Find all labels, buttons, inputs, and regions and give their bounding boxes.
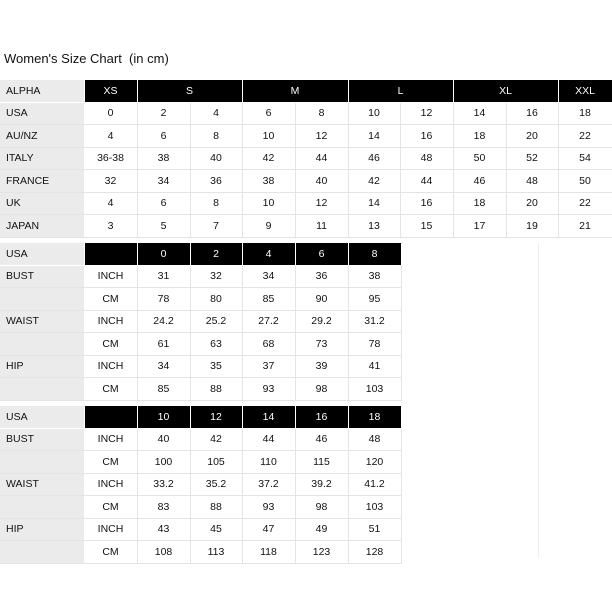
measure-label: HIP — [0, 355, 84, 378]
measure-label: WAIST — [0, 473, 84, 496]
table-cell: 25.2 — [190, 310, 242, 333]
table-cell: 37.2 — [242, 473, 295, 496]
table-cell: 110 — [242, 451, 295, 474]
table-cell: 4 — [190, 102, 242, 125]
size-header: 18 — [348, 406, 401, 428]
measurement-table-large — [0, 406, 402, 564]
table-cell: 44 — [295, 147, 348, 170]
unit-cell: INCH — [84, 428, 137, 451]
table-cell: 15 — [400, 215, 453, 238]
table-row — [0, 451, 401, 474]
row-label: JAPAN — [0, 215, 84, 238]
size-header: 10 — [137, 406, 190, 428]
table-cell: 95 — [348, 288, 401, 311]
table-cell: 46 — [348, 147, 400, 170]
alpha-size-header: M — [242, 80, 348, 102]
unit-cell: CM — [84, 333, 137, 356]
table-cell: 36 — [190, 170, 242, 193]
measure-label — [0, 541, 84, 564]
unit-cell: INCH — [84, 355, 137, 378]
table-cell: 118 — [242, 541, 295, 564]
unit-cell: INCH — [84, 473, 137, 496]
page-title: Women's Size Chart (in cm) — [4, 51, 169, 66]
row-label: UK — [0, 192, 84, 215]
table-cell: 16 — [400, 192, 453, 215]
table-cell: 31 — [137, 265, 190, 288]
size-header: 16 — [295, 406, 348, 428]
table-row — [0, 355, 401, 378]
table-cell: 2 — [137, 102, 190, 125]
table-cell: 11 — [295, 215, 348, 238]
table-cell: 85 — [242, 288, 295, 311]
table-cell: 52 — [506, 147, 558, 170]
table-cell: 42 — [348, 170, 400, 193]
table-cell: 6 — [242, 102, 295, 125]
table-row — [0, 192, 612, 215]
table-cell: 22 — [558, 125, 612, 148]
table-cell: 39 — [295, 355, 348, 378]
table-row — [0, 147, 612, 170]
table-cell: 48 — [348, 428, 401, 451]
table-cell: 10 — [242, 192, 295, 215]
table-cell: 105 — [190, 451, 242, 474]
table-row — [0, 125, 612, 148]
table-cell: 34 — [137, 170, 190, 193]
measure-header-label: USA — [0, 406, 84, 428]
table-cell: 40 — [295, 170, 348, 193]
table-cell: 24.2 — [137, 310, 190, 333]
table-cell: 46 — [453, 170, 506, 193]
size-header: 12 — [190, 406, 242, 428]
table-cell: 88 — [190, 378, 242, 401]
table-cell: 50 — [453, 147, 506, 170]
table-row — [0, 102, 612, 125]
table-cell: 4 — [84, 125, 137, 148]
table-cell: 36-38 — [84, 147, 137, 170]
table-cell: 32 — [190, 265, 242, 288]
table-cell: 108 — [137, 541, 190, 564]
table-cell: 13 — [348, 215, 400, 238]
table-cell: 43 — [137, 518, 190, 541]
table-cell: 90 — [295, 288, 348, 311]
table-cell: 16 — [506, 102, 558, 125]
table-cell: 14 — [348, 192, 400, 215]
measure-label — [0, 496, 84, 519]
table-cell: 100 — [137, 451, 190, 474]
table-cell: 78 — [137, 288, 190, 311]
row-label: FRANCE — [0, 170, 84, 193]
table-cell: 42 — [242, 147, 295, 170]
measure-header-row — [0, 406, 401, 428]
table-cell: 48 — [400, 147, 453, 170]
table-cell: 42 — [190, 428, 242, 451]
table-cell: 61 — [137, 333, 190, 356]
alpha-header-row — [0, 80, 612, 102]
table-cell: 18 — [453, 192, 506, 215]
table-cell: 68 — [242, 333, 295, 356]
unit-cell: CM — [84, 288, 137, 311]
table-cell: 113 — [190, 541, 242, 564]
table-cell: 93 — [242, 496, 295, 519]
table-cell: 54 — [558, 147, 612, 170]
table-cell: 5 — [137, 215, 190, 238]
header-spacer — [84, 406, 137, 428]
table-cell: 27.2 — [242, 310, 295, 333]
table-cell: 10 — [242, 125, 295, 148]
table-cell: 40 — [137, 428, 190, 451]
table-cell: 18 — [453, 125, 506, 148]
alpha-size-header: XS — [84, 80, 137, 102]
measure-header-label: USA — [0, 243, 84, 265]
table-cell: 98 — [295, 378, 348, 401]
table-cell: 38 — [348, 265, 401, 288]
table-cell: 103 — [348, 496, 401, 519]
table-cell: 22 — [558, 192, 612, 215]
table-cell: 103 — [348, 378, 401, 401]
table-cell: 48 — [506, 170, 558, 193]
table-row — [0, 310, 401, 333]
table-cell: 33.2 — [137, 473, 190, 496]
table-cell: 47 — [242, 518, 295, 541]
table-cell: 6 — [137, 125, 190, 148]
table-cell: 49 — [295, 518, 348, 541]
table-cell: 12 — [295, 125, 348, 148]
table-cell: 123 — [295, 541, 348, 564]
table-cell: 46 — [295, 428, 348, 451]
alpha-size-header: XXL — [558, 80, 612, 102]
alpha-size-table — [0, 80, 612, 238]
table-cell: 8 — [190, 192, 242, 215]
measure-label — [0, 333, 84, 356]
table-cell: 37 — [242, 355, 295, 378]
table-cell: 98 — [295, 496, 348, 519]
table-cell: 14 — [348, 125, 400, 148]
table-cell: 80 — [190, 288, 242, 311]
table-row — [0, 333, 401, 356]
table-cell: 128 — [348, 541, 401, 564]
size-header: 4 — [242, 243, 295, 265]
unit-cell: INCH — [84, 310, 137, 333]
table-cell: 14 — [453, 102, 506, 125]
table-cell: 6 — [137, 192, 190, 215]
unit-cell: CM — [84, 451, 137, 474]
row-label: AU/NZ — [0, 125, 84, 148]
table-cell: 38 — [242, 170, 295, 193]
table-row — [0, 496, 401, 519]
table-row — [0, 378, 401, 401]
row-label: USA — [0, 102, 84, 125]
table-cell: 7 — [190, 215, 242, 238]
row-label: ITALY — [0, 147, 84, 170]
table-cell: 18 — [558, 102, 612, 125]
unit-cell: CM — [84, 378, 137, 401]
measure-label: BUST — [0, 428, 84, 451]
table-row — [0, 541, 401, 564]
table-cell: 41.2 — [348, 473, 401, 496]
unit-cell: CM — [84, 496, 137, 519]
table-cell: 19 — [506, 215, 558, 238]
table-cell: 120 — [348, 451, 401, 474]
measure-label — [0, 378, 84, 401]
measure-label: HIP — [0, 518, 84, 541]
size-header: 0 — [137, 243, 190, 265]
table-cell: 8 — [295, 102, 348, 125]
table-cell: 73 — [295, 333, 348, 356]
table-cell: 29.2 — [295, 310, 348, 333]
alpha-size-header: L — [348, 80, 453, 102]
table-cell: 17 — [453, 215, 506, 238]
table-cell: 88 — [190, 496, 242, 519]
table-cell: 21 — [558, 215, 612, 238]
measure-label: BUST — [0, 265, 84, 288]
alpha-header-label: ALPHA — [0, 80, 84, 102]
table-cell: 44 — [400, 170, 453, 193]
table-cell: 32 — [84, 170, 137, 193]
table-cell: 16 — [400, 125, 453, 148]
table-cell: 4 — [84, 192, 137, 215]
table-cell: 51 — [348, 518, 401, 541]
table-cell: 78 — [348, 333, 401, 356]
table-cell: 12 — [400, 102, 453, 125]
measure-label: WAIST — [0, 310, 84, 333]
table-cell: 12 — [295, 192, 348, 215]
header-spacer — [84, 243, 137, 265]
table-row — [0, 170, 612, 193]
table-cell: 10 — [348, 102, 400, 125]
table-row — [0, 518, 401, 541]
table-cell: 20 — [506, 192, 558, 215]
table-cell: 45 — [190, 518, 242, 541]
table-cell: 41 — [348, 355, 401, 378]
table-cell: 31.2 — [348, 310, 401, 333]
measure-header-row — [0, 243, 401, 265]
alpha-size-header: S — [137, 80, 242, 102]
table-cell: 35 — [190, 355, 242, 378]
table-cell: 35.2 — [190, 473, 242, 496]
unit-cell: INCH — [84, 265, 137, 288]
table-row — [0, 428, 401, 451]
measure-label — [0, 451, 84, 474]
size-header: 8 — [348, 243, 401, 265]
table-cell: 39.2 — [295, 473, 348, 496]
table-cell: 20 — [506, 125, 558, 148]
table-cell: 44 — [242, 428, 295, 451]
table-cell: 34 — [242, 265, 295, 288]
table-cell: 85 — [137, 378, 190, 401]
table-cell: 36 — [295, 265, 348, 288]
table-cell: 115 — [295, 451, 348, 474]
table-row — [0, 473, 401, 496]
table-cell: 50 — [558, 170, 612, 193]
table-cell: 83 — [137, 496, 190, 519]
table-cell: 9 — [242, 215, 295, 238]
table-cell: 93 — [242, 378, 295, 401]
measure-label — [0, 288, 84, 311]
table-cell: 63 — [190, 333, 242, 356]
table-row — [0, 215, 612, 238]
table-cell: 40 — [190, 147, 242, 170]
size-header: 14 — [242, 406, 295, 428]
size-header: 6 — [295, 243, 348, 265]
table-cell: 8 — [190, 125, 242, 148]
unit-cell: INCH — [84, 518, 137, 541]
size-header: 2 — [190, 243, 242, 265]
panel-divider — [538, 243, 539, 558]
table-cell: 34 — [137, 355, 190, 378]
table-cell: 0 — [84, 102, 137, 125]
table-cell: 3 — [84, 215, 137, 238]
table-row — [0, 265, 401, 288]
unit-cell: CM — [84, 541, 137, 564]
alpha-size-header: XL — [453, 80, 558, 102]
measurement-table-small — [0, 243, 402, 401]
table-row — [0, 288, 401, 311]
table-cell: 38 — [137, 147, 190, 170]
